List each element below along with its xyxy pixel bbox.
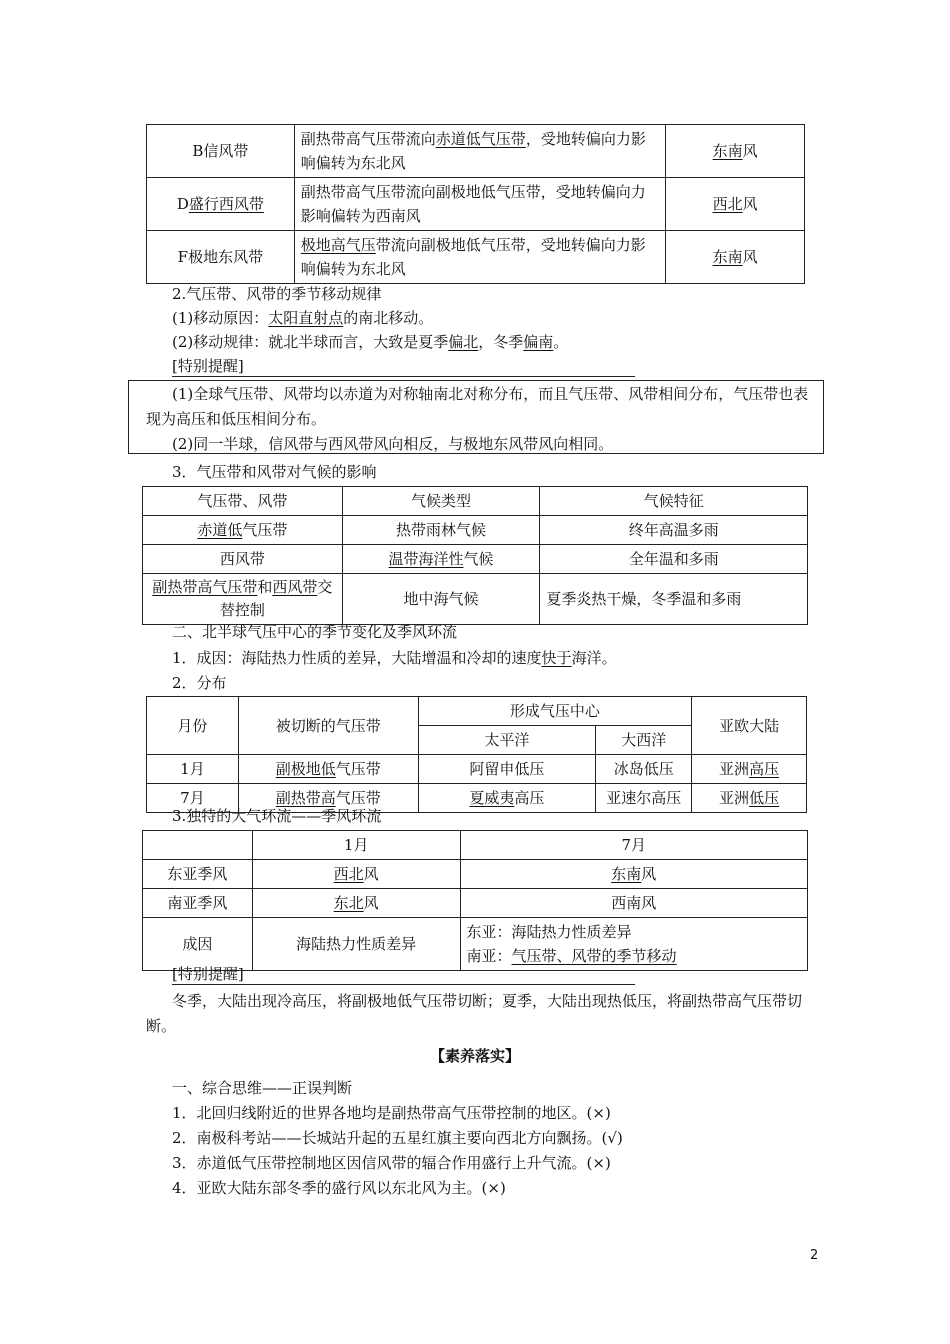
section-title: 二、北半球气压中心的季节变化及季风环流 <box>172 623 458 641</box>
table-cell: 终年高温多雨 <box>540 516 808 545</box>
tip-underline <box>172 984 635 985</box>
table-cell: 副热带高气压带流向副极地低气压带，受地转偏向力影响偏转为西南风 <box>294 178 665 231</box>
table-row <box>143 516 808 545</box>
climate-table <box>142 486 808 625</box>
table-cell: 副热带高气压带 <box>238 784 418 813</box>
table-header: 气压带、风带 <box>143 487 343 516</box>
table-cell: 东北风 <box>252 889 460 918</box>
table-cell: 夏威夷高压 <box>418 784 596 813</box>
table-cell: 西南风 <box>460 889 807 918</box>
table-header: 大西洋 <box>596 726 692 755</box>
tip-text: (2)同一半球，信风带与西风带风向相反，与极地东风带风向相同。 <box>172 435 614 453</box>
table-row <box>147 755 807 784</box>
table-cell: 赤道低气压带 <box>143 516 343 545</box>
page-number: 2 <box>810 1248 819 1263</box>
table-cell: 7月 <box>147 784 239 813</box>
list-item: 3．赤道低气压带控制地区因信风带的辐合作用盛行上升气流。(×) <box>172 1154 611 1172</box>
table-cell: B信风带 <box>147 125 295 178</box>
table-header: 1月 <box>252 831 460 860</box>
monsoon-table <box>142 830 808 971</box>
section-title: 2.气压带、风带的季节移动规律 <box>172 285 382 303</box>
table-cell: 副热带高气压带流向赤道低气压带，受地转偏向力影响偏转为东北风 <box>294 125 665 178</box>
table-cell: 阿留申低压 <box>418 755 596 784</box>
table-cell: 亚速尔高压 <box>596 784 692 813</box>
table-header: 形成气压中心 <box>418 697 692 726</box>
section-heading: 【素养落实】 <box>429 1047 520 1065</box>
table-header: 气候类型 <box>342 487 540 516</box>
table-row <box>143 831 808 860</box>
table-cell: 副热带高气压带和西风带交替控制 <box>143 574 343 625</box>
table-header: 太平洋 <box>418 726 596 755</box>
table-header: 气候特征 <box>540 487 808 516</box>
wind-belt-table <box>146 124 805 284</box>
table-cell: 东亚季风 <box>143 860 253 889</box>
cell-line: 南亚：气压带、风带的季节移动 <box>466 947 677 965</box>
table-cell: 西北风 <box>666 178 805 231</box>
table-cell: 亚洲低压 <box>692 784 807 813</box>
table-cell <box>460 918 807 971</box>
cell-line: 东亚：海陆热力性质差异 <box>466 923 632 941</box>
list-item: 4．亚欧大陆东部冬季的盛行风以东北风为主。(×) <box>172 1179 506 1197</box>
list-item: 1．北回归线附近的世界各地均是副热带高气压带控制的地区。(×) <box>172 1104 611 1122</box>
list-item: 2．南极科考站——长城站升起的五星红旗主要向西北方向飘扬。(√) <box>172 1129 623 1147</box>
table-cell: 东南风 <box>460 860 807 889</box>
tip-label: [特别提醒] <box>172 965 244 983</box>
table-cell: 极地高气压带流向副极地低气压带，受地转偏向力影响偏转为东北风 <box>294 231 665 284</box>
paragraph: 2．分布 <box>172 674 227 692</box>
table-cell: 热带雨林气候 <box>342 516 540 545</box>
table-cell: 副极地低气压带 <box>238 755 418 784</box>
table-row <box>147 125 805 178</box>
table-cell: 成因 <box>143 918 253 971</box>
table-cell: 西北风 <box>252 860 460 889</box>
table-cell: 西风带 <box>143 545 343 574</box>
table-cell: 夏季炎热干燥，冬季温和多雨 <box>540 574 808 625</box>
tip-label: [特别提醒] <box>172 357 244 375</box>
tip-text: (1)全球气压带、风带均以赤道为对称轴南北对称分布，而且气压带、风带相间分布，气压带也表现为高压和低压相间分布。 <box>146 385 809 428</box>
subsection-title: 一、综合思维——正误判断 <box>172 1079 353 1097</box>
table-cell: 南亚季风 <box>143 889 253 918</box>
tip-underline <box>172 376 635 377</box>
table-header: 7月 <box>460 831 807 860</box>
table-cell: 亚洲高压 <box>692 755 807 784</box>
table-row <box>143 545 808 574</box>
table-row <box>143 860 808 889</box>
table-row <box>147 231 805 284</box>
section-title: 3．气压带和风带对气候的影响 <box>172 463 377 481</box>
table-cell: 1月 <box>147 755 239 784</box>
table-cell: 海陆热力性质差异 <box>252 918 460 971</box>
table-row <box>147 178 805 231</box>
paragraph: (1)移动原因：太阳直射点的南北移动。 <box>172 309 434 327</box>
table-cell: 冰岛低压 <box>596 755 692 784</box>
table-row <box>143 487 808 516</box>
table-header: 月份 <box>147 697 239 755</box>
table-cell: 东南风 <box>666 125 805 178</box>
section-title: 3.独特的大气环流——季风环流 <box>172 807 382 825</box>
table-row <box>147 697 807 726</box>
table-cell: 地中海气候 <box>342 574 540 625</box>
table-cell: 温带海洋性气候 <box>342 545 540 574</box>
paragraph: (2)移动规律：就北半球而言，大致是夏季偏北，冬季偏南。 <box>172 333 569 351</box>
pressure-center-table <box>146 696 807 813</box>
table-header: 被切断的气压带 <box>238 697 418 755</box>
table-header <box>143 831 253 860</box>
table-cell: F极地东风带 <box>147 231 295 284</box>
tip-text: 冬季，大陆出现冷高压，将副极地低气压带切断；夏季，大陆出现热低压，将副热带高气压带切断。 <box>146 992 803 1035</box>
table-cell: 东南风 <box>666 231 805 284</box>
table-row <box>143 574 808 625</box>
table-cell: 全年温和多雨 <box>540 545 808 574</box>
table-cell: D盛行西风带 <box>147 178 295 231</box>
paragraph: 1．成因：海陆热力性质的差异，大陆增温和冷却的速度快于海洋。 <box>172 649 617 667</box>
table-row <box>143 889 808 918</box>
table-header: 亚欧大陆 <box>692 697 807 755</box>
